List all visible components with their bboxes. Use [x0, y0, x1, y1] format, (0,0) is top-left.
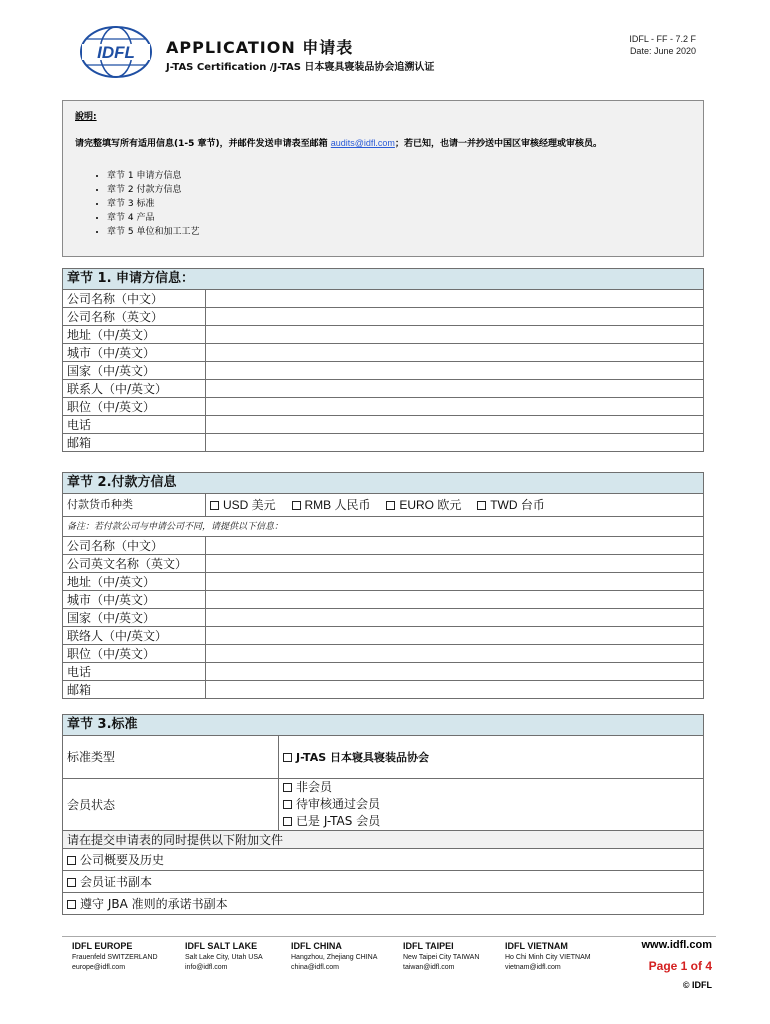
- checkbox-icon: [67, 878, 76, 887]
- field-input[interactable]: [206, 290, 704, 308]
- field-input[interactable]: [206, 416, 704, 434]
- currency-label: 付款货币种类: [63, 494, 206, 517]
- field-input[interactable]: [206, 344, 704, 362]
- instruction-pre: 请完整填写所有适用信息(1-5 章节)，并邮件发送申请表至邮箱: [75, 139, 328, 149]
- member-option[interactable]: [283, 779, 699, 796]
- attachments-heading: 请在提交申请表的同时提供以下附加文件: [63, 831, 704, 849]
- checkbox-icon: [477, 501, 486, 510]
- document-reference: [629, 33, 696, 57]
- field-label: 邮箱: [63, 681, 206, 699]
- member-option-label: 非会员: [296, 780, 333, 794]
- currency-option[interactable]: [477, 498, 545, 512]
- currency-option[interactable]: [210, 498, 276, 512]
- attachment-label: 公司概要及历史: [80, 852, 165, 867]
- field-input[interactable]: [206, 609, 704, 627]
- field-label: 公司名称（中文）: [63, 290, 206, 308]
- attachment-option[interactable]: [63, 849, 704, 871]
- field-input[interactable]: [206, 326, 704, 344]
- office-email[interactable]: info@idfl.com: [185, 964, 228, 971]
- field-label: 城市（中/英文）: [63, 591, 206, 609]
- office-email[interactable]: europe@idfl.com: [72, 964, 126, 971]
- field-label: 公司英文名称（英文）: [63, 555, 206, 573]
- field-label: 地址（中/英文）: [63, 326, 206, 344]
- instruction-post: ；若已知，也请一并抄送中国区审核经理或审核员。: [394, 139, 602, 149]
- website-link[interactable]: www.idfl.com: [641, 939, 712, 951]
- currency-option-label: RMB 人民币: [304, 498, 371, 512]
- chapter-item: • 章节 2 付款方信息: [107, 183, 691, 197]
- checkbox-icon: [386, 501, 395, 510]
- member-label: 会员状态: [63, 779, 279, 831]
- section2-heading: 章节 2.付款方信息: [63, 473, 704, 494]
- instructions-box: [62, 100, 704, 257]
- member-options: [279, 779, 704, 831]
- office-china: [291, 940, 377, 973]
- standard-option-label: J-TAS 日本寝具寝装品协会: [296, 750, 429, 764]
- field-input[interactable]: [206, 308, 704, 326]
- chapter-item: • 章节 3 标准: [107, 197, 691, 211]
- checkbox-icon: [292, 501, 301, 510]
- office-email[interactable]: taiwan@idfl.com: [403, 964, 455, 971]
- checkbox-icon: [283, 800, 292, 809]
- office-name: IDFL EUROPE: [72, 941, 133, 951]
- field-label: 城市（中/英文）: [63, 344, 206, 362]
- checkbox-icon: [210, 501, 219, 510]
- member-option-label: 待审核通过会员: [296, 797, 381, 811]
- page-subtitle: J-TAS Certification /J-TAS 日本寝具寝装品协会追溯认证: [166, 62, 435, 73]
- footer-divider: [62, 936, 716, 937]
- currency-option-label: EURO 欧元: [399, 498, 462, 512]
- office-salt-lake: [185, 940, 263, 973]
- currency-option[interactable]: [292, 498, 371, 512]
- checkbox-icon: [283, 783, 292, 792]
- page-title: APPLICATION 申请表: [166, 38, 354, 57]
- office-taipei: [403, 940, 479, 973]
- field-label: 公司名称（中文）: [63, 537, 206, 555]
- payer-note: 备注：若付款公司与申请公司不同，请提供以下信息：: [63, 517, 704, 537]
- field-input[interactable]: [206, 398, 704, 416]
- field-input[interactable]: [206, 555, 704, 573]
- office-europe: [72, 940, 158, 973]
- attachment-label: 遵守 JBA 准则的承诺书副本: [80, 896, 228, 911]
- office-name: IDFL TAIPEI: [403, 941, 454, 951]
- member-option[interactable]: [283, 796, 699, 813]
- field-label: 电话: [63, 416, 206, 434]
- checkbox-icon: [283, 817, 292, 826]
- doc-date: Date: June 2020: [629, 46, 696, 56]
- field-label: 职位（中/英文）: [63, 398, 206, 416]
- page-number: Page 1 of 4: [648, 959, 712, 973]
- attachment-option[interactable]: [63, 871, 704, 893]
- field-label: 联络人（中/英文）: [63, 627, 206, 645]
- field-input[interactable]: [206, 627, 704, 645]
- field-input[interactable]: [206, 645, 704, 663]
- section3-table: [62, 714, 704, 915]
- audits-email-link[interactable]: audits@idfl.com: [330, 138, 395, 148]
- office-city: Frauenfeld SWITZERLAND: [72, 954, 158, 961]
- chapter-list: [75, 169, 691, 239]
- office-vietnam: [505, 940, 591, 973]
- field-label: 职位（中/英文）: [63, 645, 206, 663]
- checkbox-icon: [67, 900, 76, 909]
- field-input[interactable]: [206, 380, 704, 398]
- member-option[interactable]: [283, 813, 699, 830]
- field-label: 国家（中/英文）: [63, 609, 206, 627]
- office-name: IDFL CHINA: [291, 941, 342, 951]
- currency-option-label: TWD 台币: [490, 498, 545, 512]
- standard-label: 标准类型: [63, 736, 279, 779]
- field-input[interactable]: [206, 537, 704, 555]
- attachment-label: 会员证书副本: [80, 874, 153, 889]
- office-city: New Taipei City TAIWAN: [403, 954, 480, 961]
- field-input[interactable]: [206, 573, 704, 591]
- field-label: 公司名称（英文）: [63, 308, 206, 326]
- chapter-item: • 章节 5 单位和加工工艺: [107, 225, 691, 239]
- office-city: Ho Chi Minh City VIETNAM: [505, 954, 591, 961]
- doc-code: IDFL - FF - 7.2 F: [629, 34, 696, 44]
- field-input[interactable]: [206, 681, 704, 699]
- checkbox-icon: [67, 856, 76, 865]
- office-email[interactable]: china@idfl.com: [291, 964, 339, 971]
- office-city: Hangzhou, Zhejiang CHINA: [291, 954, 378, 961]
- field-input[interactable]: [206, 663, 704, 681]
- section3-heading: 章节 3.标准: [63, 715, 704, 736]
- standard-option[interactable]: [279, 736, 704, 779]
- checkbox-icon: [283, 753, 292, 762]
- copyright: © IDFL: [682, 980, 712, 990]
- office-name: IDFL SALT LAKE: [185, 941, 258, 951]
- currency-option-label: USD 美元: [223, 498, 276, 512]
- section1-table: [62, 268, 704, 452]
- office-name: IDFL VIETNAM: [505, 941, 568, 951]
- field-label: 国家（中/英文）: [63, 362, 206, 380]
- section2-table: [62, 472, 704, 699]
- logo-text: IDFL: [97, 43, 135, 62]
- office-city: Salt Lake City, Utah USA: [185, 954, 263, 961]
- section1-heading: 章节 1. 申请方信息：: [63, 269, 704, 290]
- chapter-item: • 章节 1 申请方信息: [107, 169, 691, 183]
- currency-option[interactable]: [386, 498, 461, 512]
- idfl-logo: [78, 24, 154, 80]
- field-label: 电话: [63, 663, 206, 681]
- currency-options: [206, 494, 704, 517]
- field-label: 邮箱: [63, 434, 206, 452]
- instructions-text: [75, 136, 691, 149]
- field-label: 地址（中/英文）: [63, 573, 206, 591]
- instructions-heading: 說明:: [75, 112, 97, 122]
- field-input[interactable]: [206, 362, 704, 380]
- field-input[interactable]: [206, 591, 704, 609]
- field-label: 联系人（中/英文）: [63, 380, 206, 398]
- chapter-item: • 章节 4 产品: [107, 211, 691, 225]
- attachment-option[interactable]: [63, 893, 704, 915]
- office-email[interactable]: vietnam@idfl.com: [505, 964, 561, 971]
- field-input[interactable]: [206, 434, 704, 452]
- member-option-label: 已是 J-TAS 会员: [296, 814, 381, 828]
